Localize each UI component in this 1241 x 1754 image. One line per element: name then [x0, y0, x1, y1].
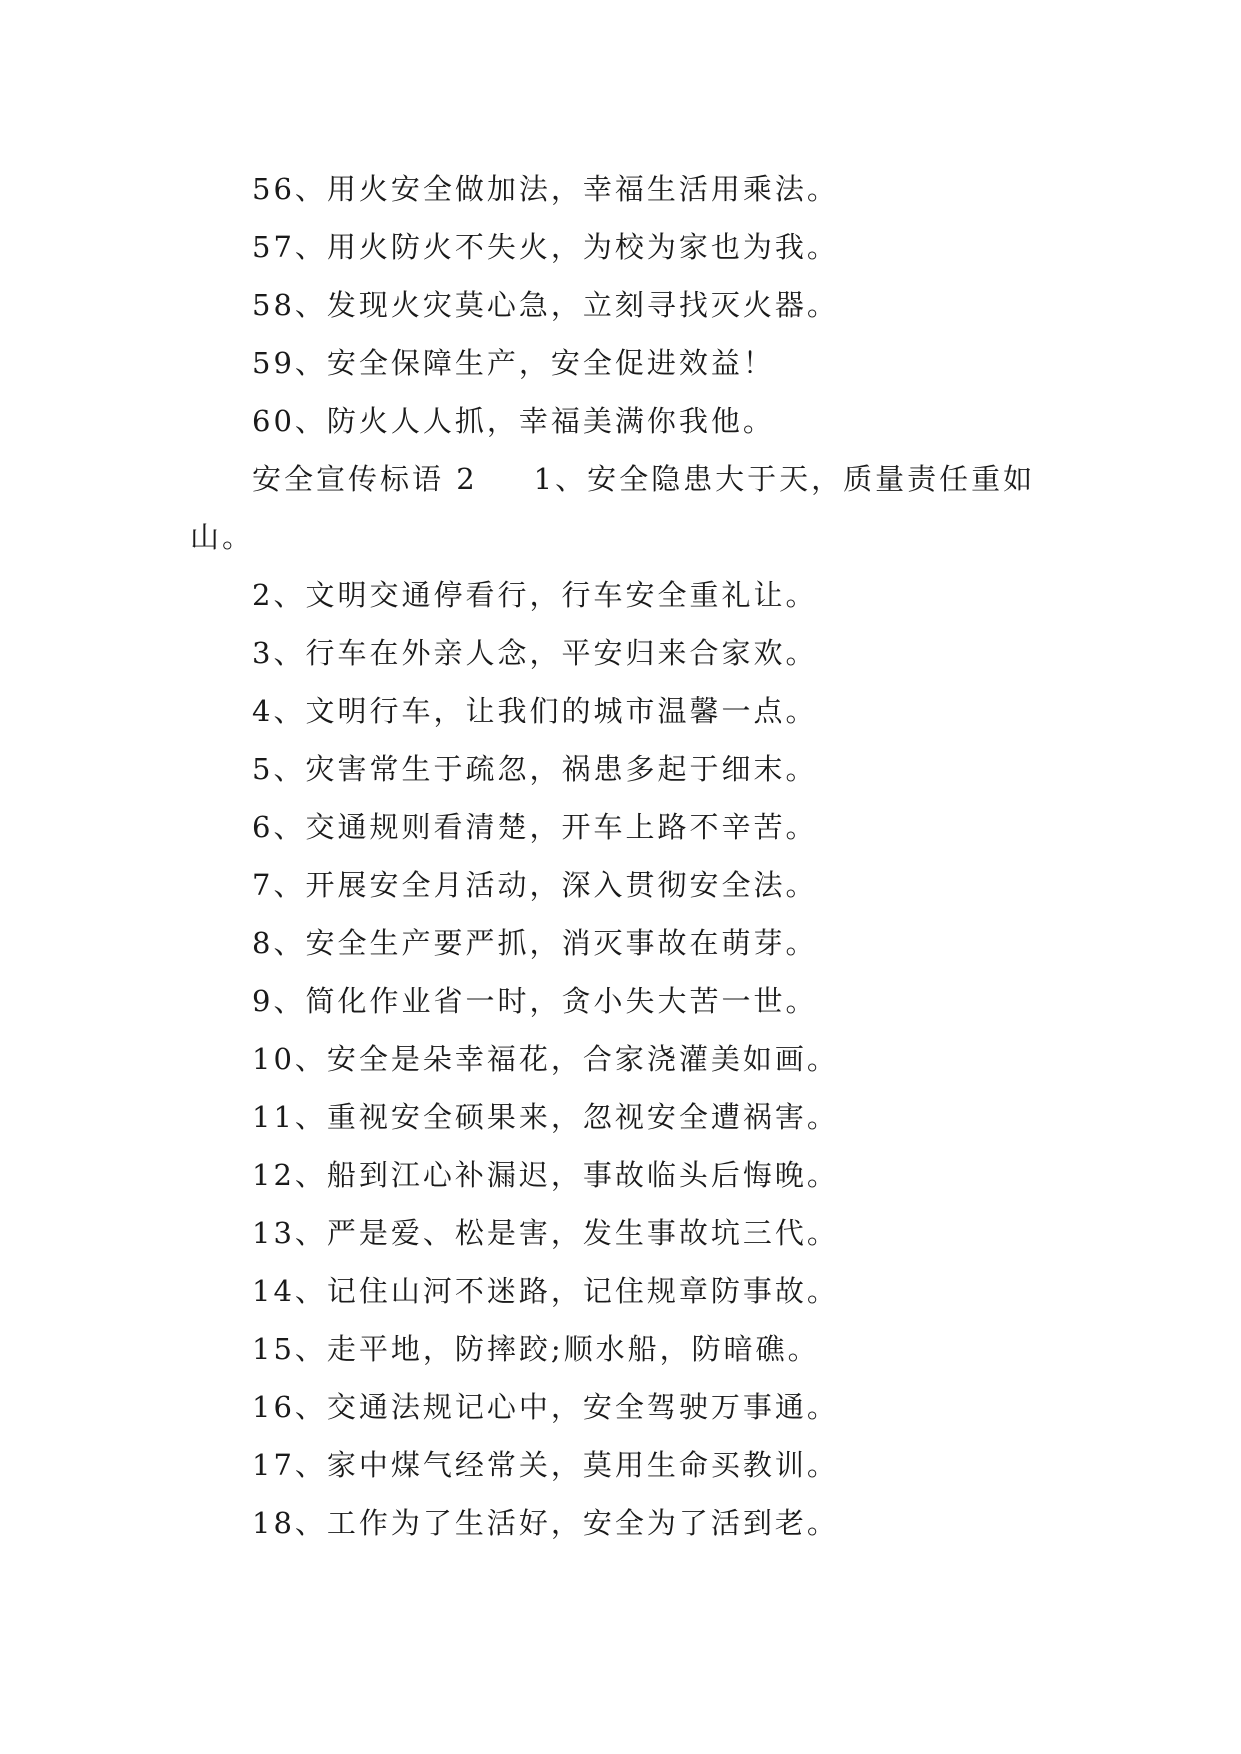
slogan-line-1: 1、安全隐患大于天，质量责任重如: [533, 462, 1036, 496]
slogan-line-12: 12、船到江心补漏迟，事故临头后悔晚。: [252, 1158, 839, 1192]
slogan-line-2: 2、文明交通停看行，行车安全重礼让。: [252, 578, 818, 612]
slogan-line-16: 16、交通法规记心中，安全驾驶万事通。: [252, 1390, 839, 1424]
slogan-line-9: 9、简化作业省一时，贪小失大苦一世。: [252, 984, 818, 1018]
slogan-line-7: 7、开展安全月活动，深入贯彻安全法。: [252, 868, 818, 902]
slogan-line-8: 8、安全生产要严抓，消灭事故在萌芽。: [252, 926, 818, 960]
section-heading-line: [190, 450, 1050, 508]
slogan-line-13: 13、严是爱、松是害，发生事故坑三代。: [252, 1216, 839, 1250]
section-title: 安全宣传标语 2: [252, 462, 478, 496]
document-body: [190, 160, 1050, 1552]
slogan-line-58: 58、发现火灾莫心急，立刻寻找灭火器。: [252, 288, 839, 322]
slogan-line-56: 56、用火安全做加法，幸福生活用乘法。: [252, 172, 839, 206]
slogan-line-6: 6、交通规则看清楚，开车上路不辛苦。: [252, 810, 818, 844]
slogan-line-15: 15、走平地，防摔跤;顺水船，防暗礁。: [252, 1332, 820, 1366]
slogan-line-18: 18、工作为了生活好，安全为了活到老。: [252, 1506, 839, 1540]
slogan-line-57: 57、用火防火不失火，为校为家也为我。: [252, 230, 839, 264]
slogan-line-5: 5、灾害常生于疏忽，祸患多起于细末。: [252, 752, 818, 786]
slogan-line-60: 60、防火人人抓，幸福美满你我他。: [252, 404, 775, 438]
slogan-line-11: 11、重视安全硕果来，忽视安全遭祸害。: [252, 1100, 839, 1134]
slogan-line-17: 17、家中煤气经常关，莫用生命买教训。: [252, 1448, 839, 1482]
slogan-line-10: 10、安全是朵幸福花，合家浇灌美如画。: [252, 1042, 839, 1076]
slogan-line-14: 14、记住山河不迷路，记住规章防事故。: [252, 1274, 839, 1308]
slogan-line-59: 59、安全保障生产，安全促进效益！: [252, 346, 775, 380]
slogan-line-1-continuation: 山。: [190, 520, 255, 554]
slogan-line-3: 3、行车在外亲人念，平安归来合家欢。: [252, 636, 818, 670]
slogan-line-4: 4、文明行车，让我们的城市温馨一点。: [252, 694, 818, 728]
